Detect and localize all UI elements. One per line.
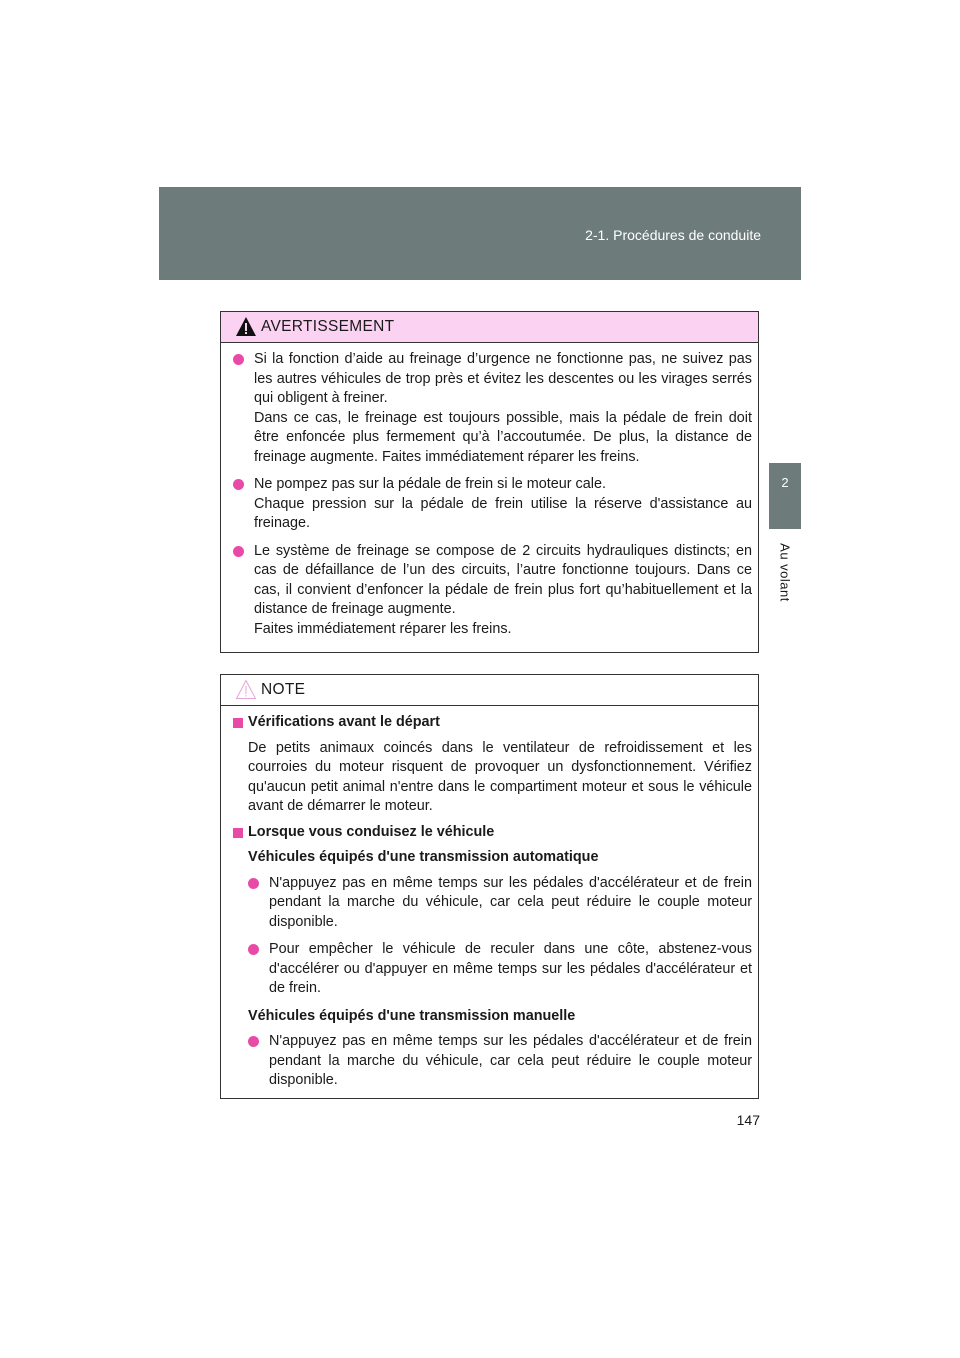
note-subheading: Véhicules équipés d'une transmission automatique <box>248 849 599 865</box>
warning-title: AVERTISSEMENT <box>261 318 395 335</box>
bullet-icon <box>248 944 259 955</box>
page-number: 147 <box>736 1112 760 1128</box>
warning-box <box>220 311 759 653</box>
warning-text: Ne pompez pas sur la pédale de frein si le moteur cale. <box>254 476 606 492</box>
chapter-number: 2 <box>781 475 789 490</box>
warning-body <box>221 343 758 639</box>
note-title: NOTE <box>261 681 306 698</box>
warning-text: Faites immédiatement réparer les freins. <box>254 620 512 637</box>
square-bullet-icon <box>233 828 243 838</box>
note-heading-text: Lorsque vous conduisez le véhicule <box>248 823 495 840</box>
chapter-tab <box>769 463 801 529</box>
note-subheading: Véhicules équipés d'une transmission manuelle <box>248 1007 576 1024</box>
bullet-icon <box>248 878 259 889</box>
note-text: N'appuyez pas en même temps sur les pédales d'accélérateur et de frein pendant la marche du véhicule, car cela peut réduire le couple moteur disponible. <box>269 1033 752 1088</box>
bullet-icon <box>233 479 244 490</box>
bullet-icon <box>233 546 244 557</box>
note-item <box>248 1032 752 1091</box>
note-box <box>220 674 759 1099</box>
caution-triangle-icon <box>235 679 257 700</box>
note-text: N'appuyez pas en même temps sur les pédales d'accélérateur et de frein pendant la marche du véhicule, car cela peut réduire le couple moteur disponible. <box>269 874 752 930</box>
note-text: De petits animaux coincés dans le ventilateur de refroidissement et les courroies du moteur risquent de provoquer un dysfonctionnement. Vérifiez qu'aucun petit animal n'entre dans le compartiment moteur et sous le véhicule avant de démarrer le moteur. <box>248 739 752 814</box>
warning-text: Dans ce cas, le freinage est toujours possible, mais la pédale de frein doit être enfoncée plus fermement qu’à l’accoutumée. De plus, la distance de freinage augmente. Faites immédiatement réparer les freins. <box>254 409 752 465</box>
bullet-icon <box>248 1036 259 1047</box>
warning-header <box>221 312 758 343</box>
note-item <box>248 940 752 999</box>
warning-item <box>233 350 752 467</box>
warning-text: Chaque pression sur la pédale de frein utilise la réserve d'assistance au freinage. <box>254 495 752 531</box>
warning-text: Le système de freinage se compose de 2 circuits hydrauliques distincts; en cas de défaillance de l’un des circuits, l’autre fonctionne toujours. Dans ce cas, il convient d’enfoncer la pédale de frein plus fort qu’habituellement et la distance de freinage augmente. <box>254 542 752 617</box>
section-title: 2-1. Procédures de conduite <box>585 227 761 243</box>
chapter-label: Au volant <box>777 543 793 602</box>
note-section-heading <box>233 713 752 733</box>
note-body <box>221 706 758 1091</box>
note-section-heading <box>233 823 752 843</box>
warning-item <box>233 542 752 640</box>
note-heading-text: Vérifications avant le départ <box>248 714 440 730</box>
header-band <box>159 187 801 280</box>
note-item <box>248 874 752 933</box>
square-bullet-icon <box>233 718 243 728</box>
warning-text: Si la fonction d’aide au freinage d’urgence ne fonctionne pas, ne suivez pas les autres véhicules de trop près et évitez les descentes ou les virages serrés qui obligent à freiner. <box>254 351 752 406</box>
warning-triangle-icon <box>235 316 257 337</box>
warning-item <box>233 475 752 534</box>
note-text: Pour empêcher le véhicule de reculer dans une côte, abstenez-vous d'accélérer ou d'appuyer en même temps sur les pédales d'accélérateur et de frein. <box>269 941 752 996</box>
bullet-icon <box>233 354 244 365</box>
note-header <box>221 675 758 706</box>
